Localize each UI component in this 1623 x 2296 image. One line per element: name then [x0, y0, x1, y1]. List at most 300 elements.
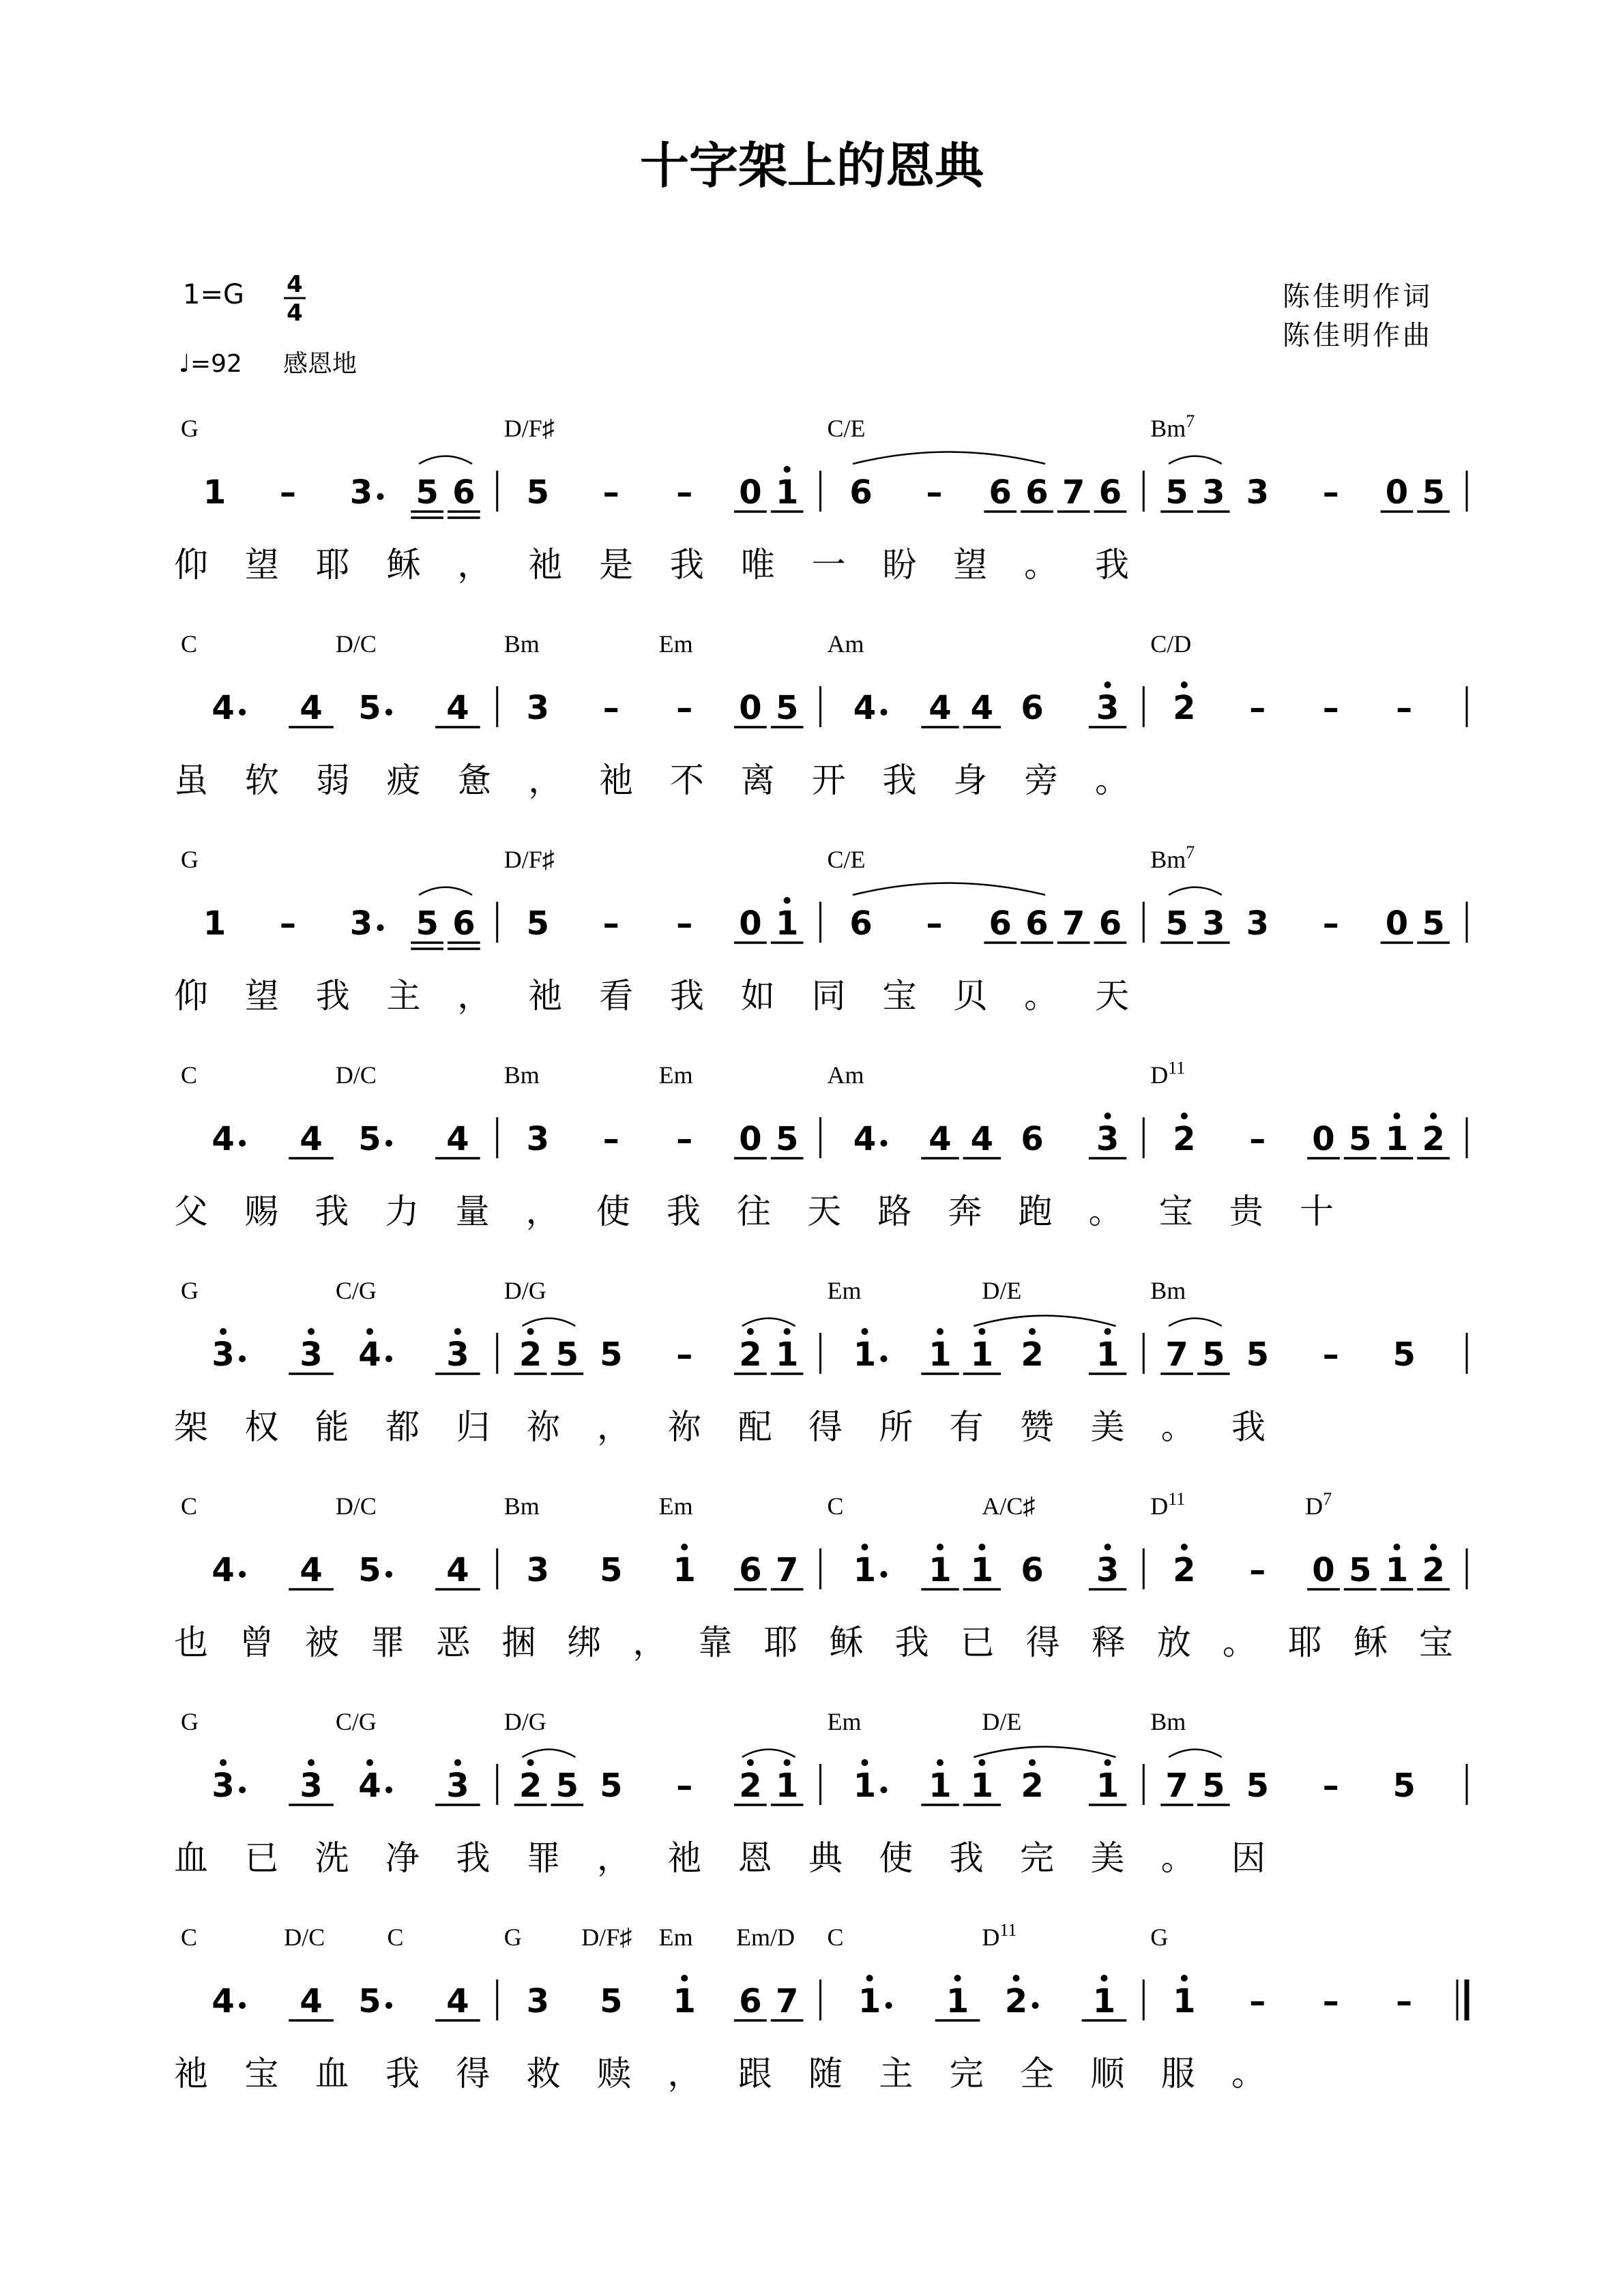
note: 5: [1202, 1336, 1225, 1374]
dash-extension: –: [1396, 1982, 1413, 2020]
note: 1: [970, 1767, 994, 1805]
octave-dot: [784, 466, 791, 473]
chord-symbol: Bm$^7$: [1150, 842, 1195, 873]
note: 1: [673, 1551, 696, 1589]
chord-symbol: $D^{11}$: [1150, 1058, 1186, 1089]
dash-extension: –: [602, 1120, 619, 1158]
note: 4: [853, 689, 877, 727]
dash-extension: –: [280, 904, 297, 943]
chord-symbol: C/E: [827, 415, 866, 442]
note: 4: [211, 1551, 235, 1589]
note: 6: [1025, 904, 1049, 943]
note: 4: [446, 1551, 469, 1589]
note: 5: [600, 1767, 623, 1805]
dash-extension: –: [1322, 689, 1339, 727]
system-8: [174, 1920, 1467, 2093]
chord-symbol: D/G: [503, 1277, 546, 1304]
note: 2: [518, 1336, 542, 1374]
note: 3: [349, 904, 373, 943]
dash-extension: –: [1322, 1767, 1339, 1805]
dash-extension: –: [926, 904, 943, 943]
note: 5: [1202, 1767, 1225, 1805]
lyric-line: 血已洗净我罪，祂恩典使我完美。因: [174, 1838, 1266, 1878]
note: 3: [526, 1120, 550, 1158]
note: 5: [555, 1336, 579, 1374]
dash-extension: –: [1249, 1120, 1266, 1158]
note: 5: [600, 1551, 623, 1589]
augmentation-dot: [239, 1571, 246, 1578]
chord-symbol: Em: [827, 1277, 862, 1304]
octave-dot: [527, 1759, 534, 1766]
note: 4: [299, 1551, 323, 1589]
octave-dot: [937, 1544, 944, 1550]
note: 1: [853, 1336, 877, 1374]
note: 7: [1062, 473, 1085, 512]
note: 4: [929, 1120, 952, 1158]
note: 0: [739, 1120, 762, 1158]
note: 3: [1202, 904, 1225, 943]
octave-dot: [861, 1544, 868, 1550]
note: 4: [446, 1982, 469, 2020]
note: 4: [970, 1120, 994, 1158]
note: 3: [446, 1767, 469, 1805]
chord-symbol: Am: [827, 1061, 864, 1089]
chord-symbol: D/C: [335, 1061, 377, 1089]
lyric-line: 也曾被罪恶捆绑，靠耶稣我已得释放。耶稣宝: [174, 1623, 1453, 1662]
tie-slur: [974, 1747, 1115, 1757]
octave-dot: [1105, 1328, 1111, 1335]
chord-symbol: G: [1150, 1924, 1169, 1951]
octave-dot: [978, 1544, 985, 1550]
octave-dot: [747, 1759, 754, 1766]
octave-dot: [454, 1328, 461, 1335]
note: 0: [739, 473, 762, 512]
augmentation-dot: [239, 2002, 246, 2009]
octave-dot: [784, 1328, 791, 1335]
chord-symbol: Bm: [503, 630, 540, 658]
chord-symbol: Em: [658, 630, 693, 658]
note: 6: [739, 1982, 762, 2020]
chord-symbol: D/C: [335, 1492, 377, 1520]
chord-symbol: C: [827, 1492, 844, 1520]
chord-symbol: C: [181, 1061, 198, 1089]
augmentation-dot: [377, 493, 383, 500]
note: 5: [1422, 904, 1445, 943]
note: 1: [1092, 1982, 1116, 2020]
octave-dot: [978, 1328, 985, 1335]
note: 5: [1392, 1767, 1416, 1805]
note: 4: [358, 1767, 381, 1805]
note: 2: [1021, 1336, 1044, 1374]
note: 3: [1202, 473, 1225, 512]
note: 0: [1312, 1120, 1335, 1158]
note: 3: [1096, 689, 1120, 727]
note: 2: [1021, 1767, 1044, 1805]
note: 4: [211, 689, 235, 727]
octave-dot: [866, 1975, 873, 1982]
note: 6: [989, 473, 1012, 512]
octave-dot: [1105, 1544, 1111, 1550]
chord-symbol: Em: [658, 1924, 693, 1951]
augmentation-dot: [239, 709, 246, 716]
note: 3: [1246, 904, 1269, 943]
note: 1: [929, 1767, 952, 1805]
system-5: [174, 1277, 1467, 1447]
note: 1: [775, 1336, 799, 1374]
chord-symbol: D/C: [335, 630, 377, 658]
augmentation-dot: [239, 1140, 246, 1147]
note: 1: [970, 1551, 994, 1589]
note: 7: [775, 1982, 799, 2020]
dash-extension: –: [1249, 1982, 1266, 2020]
note: 4: [299, 689, 323, 727]
augmentation-dot: [880, 709, 887, 716]
chord-symbol: C: [181, 630, 198, 658]
octave-dot: [366, 1759, 373, 1766]
note: 6: [1098, 904, 1122, 943]
chord-symbol: G: [181, 1277, 199, 1304]
note: 5: [555, 1767, 579, 1805]
tie-slur: [1169, 1750, 1222, 1757]
note: 4: [358, 1336, 381, 1374]
chord-symbol: $D^7$: [1305, 1489, 1332, 1520]
octave-dot: [978, 1759, 985, 1766]
augmentation-dot: [880, 1786, 887, 1793]
note: 6: [1025, 473, 1049, 512]
augmentation-dot: [880, 1140, 887, 1147]
score-systems: [174, 411, 1467, 2093]
tie-slur: [1169, 887, 1222, 895]
tempo-marking: ♩=92: [179, 350, 242, 378]
tie-slur: [742, 1750, 795, 1757]
octave-dot: [1029, 1328, 1036, 1335]
chord-symbol: D/E: [982, 1277, 1022, 1304]
note: 5: [600, 1982, 623, 2020]
dash-extension: –: [602, 904, 619, 943]
dash-extension: –: [676, 1120, 693, 1158]
note: 2: [739, 1336, 762, 1374]
tie-slur: [974, 1316, 1115, 1326]
note: 4: [299, 1982, 323, 2020]
dash-extension: –: [280, 473, 297, 512]
note: 0: [739, 689, 762, 727]
note: 5: [358, 1120, 381, 1158]
octave-dot: [1029, 1759, 1036, 1766]
chord-symbol: Em/D: [736, 1924, 795, 1951]
note: 2: [1173, 1120, 1196, 1158]
note: 0: [1385, 904, 1409, 943]
octave-dot: [454, 1759, 461, 1766]
note: 5: [1422, 473, 1445, 512]
lyric-line: 仰望耶稣，祂是我唯一盼望。我: [174, 545, 1129, 585]
tie-slur: [742, 1319, 795, 1326]
note: 5: [775, 689, 799, 727]
note: 5: [1392, 1336, 1416, 1374]
note: 3: [526, 1551, 550, 1589]
note: 2: [518, 1767, 542, 1805]
dash-extension: –: [1396, 689, 1413, 727]
note: 1: [929, 1551, 952, 1589]
note: 5: [1246, 1336, 1269, 1374]
octave-dot: [366, 1328, 373, 1335]
system-6: [174, 1489, 1467, 1662]
note: 2: [739, 1767, 762, 1805]
augmentation-dot: [239, 1786, 246, 1793]
chord-symbol: D/F♯: [581, 1924, 632, 1951]
octave-dot: [527, 1328, 534, 1335]
dash-extension: –: [676, 1336, 693, 1374]
note: 6: [452, 473, 476, 512]
note: 0: [1385, 473, 1409, 512]
system-2: [174, 630, 1467, 800]
chord-symbol: Em: [658, 1061, 693, 1089]
note: 5: [358, 1982, 381, 2020]
note: 4: [299, 1120, 323, 1158]
augmentation-dot: [1032, 2002, 1039, 2009]
octave-dot: [1100, 1975, 1107, 1982]
chord-symbol: D/F♯: [503, 846, 555, 873]
note: 5: [775, 1120, 799, 1158]
lyric-line: 架权能都归祢，祢配得所有赞美。我: [174, 1407, 1266, 1447]
octave-dot: [861, 1328, 868, 1335]
note: 5: [415, 473, 439, 512]
note: 1: [853, 1551, 877, 1589]
note: 7: [775, 1551, 799, 1589]
augmentation-dot: [385, 1355, 392, 1362]
time-signature-numerator: 4: [287, 271, 303, 298]
note: 6: [1021, 1120, 1044, 1158]
octave-dot: [1181, 681, 1188, 688]
note: 2: [1173, 689, 1196, 727]
dash-extension: –: [1249, 689, 1266, 727]
note: 3: [211, 1336, 235, 1374]
chord-symbol: G: [181, 1708, 199, 1735]
octave-dot: [1393, 1544, 1400, 1550]
lyricist-credit: 陈佳明作词: [1283, 281, 1433, 312]
augmentation-dot: [880, 1355, 887, 1362]
note: 4: [970, 689, 994, 727]
note: 6: [849, 904, 873, 943]
note: 1: [203, 473, 226, 512]
note: 6: [989, 904, 1012, 943]
note: 1: [203, 904, 226, 943]
chord-symbol: Bm$^7$: [1150, 411, 1195, 442]
note: 4: [211, 1982, 235, 2020]
note: 1: [929, 1336, 952, 1374]
note: 2: [1422, 1120, 1445, 1158]
note: 1: [1096, 1767, 1120, 1805]
augmentation-dot: [385, 1571, 392, 1578]
chord-symbol: C: [827, 1924, 844, 1951]
octave-dot: [681, 1975, 688, 1982]
octave-dot: [937, 1328, 944, 1335]
note: 6: [739, 1551, 762, 1589]
chord-symbol: C/E: [827, 846, 866, 873]
augmentation-dot: [377, 924, 383, 931]
chord-symbol: Bm: [503, 1061, 540, 1089]
system-4: [174, 1058, 1467, 1231]
note: 5: [415, 904, 439, 943]
lyric-line: 父赐我力量，使我往天路奔跑。宝贵十: [174, 1192, 1334, 1231]
note: 2: [1173, 1551, 1196, 1589]
note: 1: [858, 1982, 881, 2020]
octave-dot: [308, 1328, 315, 1335]
chord-symbol: C/G: [335, 1277, 377, 1304]
octave-dot: [937, 1759, 944, 1766]
note: 5: [1349, 1120, 1372, 1158]
chord-symbol: C: [387, 1924, 404, 1951]
chord-symbol: Em: [827, 1708, 862, 1735]
note: 1: [946, 1982, 969, 2020]
song-title: 十字架上的恩典: [639, 136, 984, 194]
note: 1: [775, 1767, 799, 1805]
note: 3: [446, 1336, 469, 1374]
dash-extension: –: [676, 689, 693, 727]
note: 3: [1096, 1120, 1120, 1158]
note: 7: [1062, 904, 1085, 943]
chord-symbol: $D^{11}$: [982, 1920, 1017, 1951]
note: 5: [358, 689, 381, 727]
time-signature-denominator: 4: [287, 299, 303, 327]
note: 3: [349, 473, 373, 512]
tie-slur: [1169, 1319, 1222, 1326]
note: 3: [526, 1982, 550, 2020]
dash-extension: –: [602, 689, 619, 727]
system-3: [174, 842, 1467, 1016]
octave-dot: [1430, 1113, 1437, 1119]
augmentation-dot: [239, 1355, 246, 1362]
note: 5: [1165, 904, 1188, 943]
chord-symbol: C/G: [335, 1708, 377, 1735]
dash-extension: –: [1322, 1982, 1339, 2020]
note: 1: [970, 1336, 994, 1374]
chord-symbol: C: [181, 1492, 198, 1520]
note: 5: [600, 1336, 623, 1374]
note: 4: [446, 1120, 469, 1158]
note: 5: [526, 473, 550, 512]
key-signature: 1=G: [183, 279, 244, 310]
dash-extension: –: [1249, 1551, 1266, 1589]
chord-symbol: C/D: [1150, 630, 1192, 658]
note: 1: [775, 473, 799, 512]
chord-symbol: Bm: [1150, 1708, 1186, 1735]
chord-symbol: C: [181, 1924, 198, 1951]
note: 1: [775, 904, 799, 943]
octave-dot: [784, 897, 791, 904]
octave-dot: [681, 1544, 688, 1550]
note: 2: [1004, 1982, 1028, 2020]
note: 1: [853, 1767, 877, 1805]
note: 7: [1165, 1336, 1188, 1374]
octave-dot: [220, 1328, 226, 1335]
chord-symbol: Bm: [1150, 1277, 1186, 1304]
note: 6: [1021, 689, 1044, 727]
tie-slur: [523, 1319, 576, 1326]
note: 5: [1246, 1767, 1269, 1805]
chord-symbol: G: [181, 415, 199, 442]
chord-symbol: D/G: [503, 1708, 546, 1735]
note: 4: [446, 689, 469, 727]
dash-extension: –: [676, 473, 693, 512]
note: 6: [849, 473, 873, 512]
tie-slur: [853, 452, 1045, 464]
chord-symbol: Am: [827, 630, 864, 658]
note: 1: [1173, 1982, 1196, 2020]
note: 4: [929, 689, 952, 727]
note: 6: [1021, 1551, 1044, 1589]
augmentation-dot: [385, 709, 392, 716]
octave-dot: [1105, 1759, 1111, 1766]
note: 1: [1096, 1336, 1120, 1374]
octave-dot: [308, 1759, 315, 1766]
lyric-line: 虽软弱疲惫，祂不离开我身旁。: [174, 761, 1129, 800]
chord-symbol: G: [503, 1924, 522, 1951]
note: 3: [526, 689, 550, 727]
note: 0: [739, 904, 762, 943]
dash-extension: –: [602, 473, 619, 512]
octave-dot: [220, 1759, 226, 1766]
note: 2: [1422, 1551, 1445, 1589]
octave-dot: [747, 1328, 754, 1335]
dash-extension: –: [676, 904, 693, 943]
chord-symbol: G: [181, 846, 199, 873]
note: 1: [1385, 1120, 1409, 1158]
note: 5: [526, 904, 550, 943]
dash-extension: –: [676, 1767, 693, 1805]
dash-extension: –: [1322, 1336, 1339, 1374]
system-1: [174, 411, 1467, 585]
dash-extension: –: [1322, 904, 1339, 943]
lyric-line: 仰望我主，祂看我如同宝贝。天: [174, 976, 1129, 1016]
chord-symbol: $D^{11}$: [1150, 1489, 1186, 1520]
octave-dot: [784, 1759, 791, 1766]
tie-slur: [523, 1750, 576, 1757]
augmentation-dot: [385, 1786, 392, 1793]
chord-symbol: D/E: [982, 1708, 1022, 1735]
octave-dot: [1105, 681, 1111, 688]
octave-dot: [861, 1759, 868, 1766]
octave-dot: [1105, 1113, 1111, 1119]
octave-dot: [954, 1975, 961, 1982]
tie-slur: [1169, 456, 1222, 464]
chord-symbol: D/F♯: [503, 415, 555, 442]
octave-dot: [1393, 1113, 1400, 1119]
expression-marking: 感恩地: [283, 350, 357, 378]
note: 5: [1349, 1551, 1372, 1589]
note: 0: [1312, 1551, 1335, 1589]
chord-symbol: Bm: [503, 1492, 540, 1520]
note: 1: [673, 1982, 696, 2020]
chord-symbol: A/C♯: [982, 1492, 1036, 1520]
lyric-line: 祂宝血我得救赎，跟随主完全顺服。: [174, 2054, 1266, 2093]
octave-dot: [1181, 1544, 1188, 1550]
note: 3: [1246, 473, 1269, 512]
augmentation-dot: [385, 1140, 392, 1147]
tie-slur: [419, 887, 472, 895]
octave-dot: [1181, 1113, 1188, 1119]
octave-dot: [1013, 1975, 1020, 1982]
note: 3: [299, 1336, 323, 1374]
octave-dot: [1181, 1975, 1188, 1982]
dash-extension: –: [1322, 473, 1339, 512]
note: 5: [1165, 473, 1188, 512]
dash-extension: –: [926, 473, 943, 512]
octave-dot: [1430, 1544, 1437, 1550]
augmentation-dot: [880, 1571, 887, 1578]
note: 3: [299, 1767, 323, 1805]
note: 7: [1165, 1767, 1188, 1805]
augmentation-dot: [385, 2002, 392, 2009]
